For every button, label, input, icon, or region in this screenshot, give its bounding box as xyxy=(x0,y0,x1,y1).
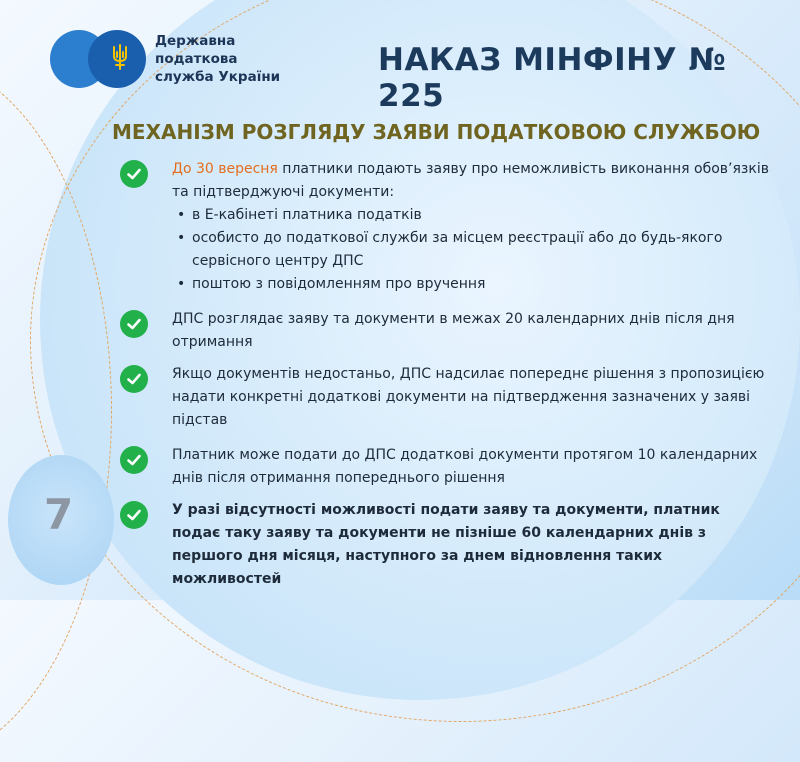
item-text: Платник може подати до ДПС додаткові документи протягом 10 календарних днів після отримання попереднього рішення xyxy=(172,447,758,486)
page-title: НАКАЗ МІНФІНУ № 225 xyxy=(378,42,727,114)
trident-icon xyxy=(111,44,129,70)
item-text-body: платники подають заяву про неможливість виконання обов’язків та підтверджуючі документи: xyxy=(172,161,769,200)
submission-methods-list xyxy=(172,204,772,296)
check-circle-icon xyxy=(120,446,148,474)
deadline-highlight: До 30 вересня xyxy=(172,161,278,177)
item-text: ДПС розглядає заяву та документи в межах 20 календарних днів після дня отримання xyxy=(172,311,735,350)
page-subtitle: МЕХАНІЗМ РОЗГЛЯДУ ЗАЯВИ ПОДАТКОВОЮ СЛУЖБОЮ xyxy=(112,120,761,144)
check-circle-icon xyxy=(120,365,148,393)
bullet-item: • поштою з повідомленням про вручення xyxy=(172,273,772,296)
bullet-item: • особисто до податкової служби за місцем реєстрації або до будь-якого сервісного центру ДПС xyxy=(172,227,772,273)
item-text xyxy=(172,158,772,296)
bullet-item: • в Е-кабінеті платника податків xyxy=(172,204,772,227)
agency-logo xyxy=(50,30,150,90)
item-text: У разі відсутності можливості подати заяву та документи, платник подає таку заяву та документи не пізніше 60 календарних днів з першого дня місяця, наступного за днем відновлення таких можливостей xyxy=(172,502,720,587)
check-circle-icon xyxy=(120,501,148,529)
page-number: 7 xyxy=(44,490,74,539)
check-circle-icon xyxy=(120,160,148,188)
check-circle-icon xyxy=(120,310,148,338)
item-text: Якщо документів недостаньо, ДПС надсилає попереднє рішення з пропозицією надати конкретні додаткові документи на підтвердження зазначених у заяві підстав xyxy=(172,366,765,428)
agency-name: Державна податкова служба України xyxy=(155,33,281,85)
